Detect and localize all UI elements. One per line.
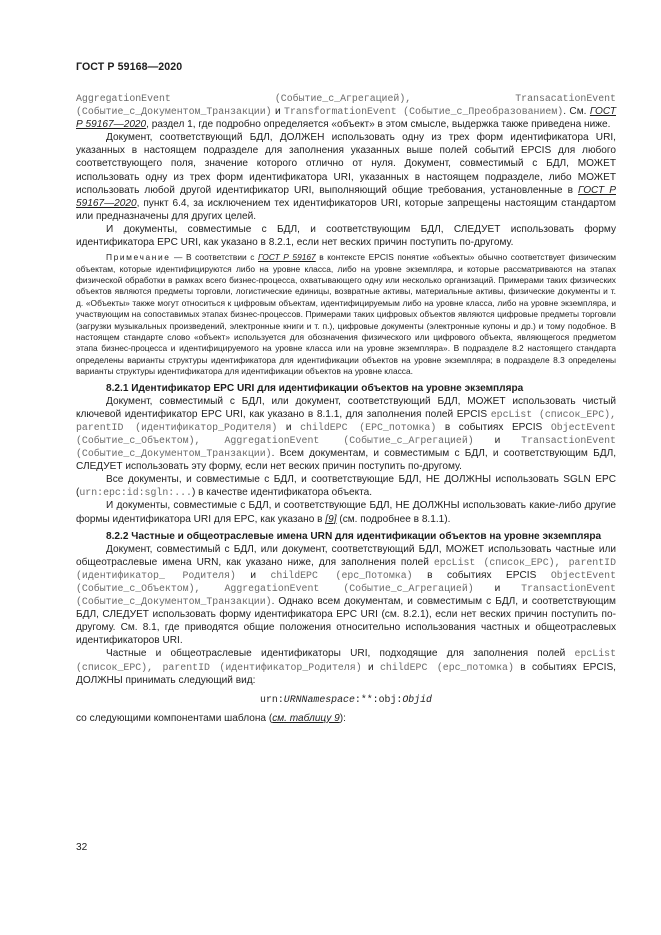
paragraph [76, 543, 616, 648]
code-term: AggregationEvent (Событие_с_Агрегацией), TransacationEvent (Событие_с_Документом_Транзакции) [76, 93, 616, 118]
text-run: и [271, 106, 285, 118]
reference-link[interactable]: ГОСТ Р 59167—2020 [76, 106, 616, 131]
section-heading [76, 382, 616, 395]
reference-link[interactable]: ГОСТ Р 59167—2020 [76, 184, 616, 209]
text-run: ): [339, 712, 346, 724]
paragraph [76, 395, 616, 474]
text-run: , пункт 6.4, за исключением тех идентификаторов URI, которые запрещены настоящим стандартом или предназначены для других целей. [76, 197, 616, 222]
paragraph [76, 223, 616, 249]
text-run: ) в качестве идентификатора объекта. [191, 487, 373, 499]
reference-link[interactable]: [9] [325, 513, 337, 525]
text-run: в контексте EPCIS понятие «объекты» обычно соответствует физическим объектам, которые идентифицируются либо на уровне класса, либо на уровне экземпляра, и которые рассматриваются на этапах физической обработки в рамках всего бизнес-процесса, охватывающего одну или несколько организаций. Примерами таких физических объектов являются предметы торговли, логистические единицы, возвратные активы, материальные активы, физические документы и т. д. «Объекты» также могут относиться к цифровым объектам, идентифицируемым либо на уровне класса, либо на уровне экземпляра, и участвующим на сопоставимых этапах бизнес-процессов. Примерами таких цифровых объектов являются цифровые предметы торговли (загрузки музыкальных произведений, электронные книги и т. п.), цифровые документы (электронные купоны и др.) и тому подобное. В настоящем стандарте слово «объект» используется для обозначения физического или цифрового объекта, являющегося предметом этапа бизнес-процесса и идентифицируемого на уровне класса или на уровне экземпляра». В подразделе 8.2 настоящего стандарта определены варианты структуры идентификатора для идентификации объектов на уровне экземпляра; в подразделе 8.3 определены варианты структуры идентификатора для идентификации объектов на уровне класса. [76, 252, 616, 377]
reference-link[interactable]: см. таблицу 9 [272, 712, 340, 724]
text-run: Документ, соответствующий БДЛ, ДОЛЖЕН использовать одну из трех форм идентификатора URI, указанных в настоящем подразделе для заполнения указанных выше полей событий EPCIS для любого соответствующего поля, значение которого отлично от нуля. Документ, совместимый с БДЛ, МОЖЕТ использовать одну из трех форм идентификатора URI, указанных в настоящем подразделе, либо МОЖЕТ использовать любой другой идентификатор URI, выполняющий общие требования, установленные в [76, 132, 616, 196]
text-run: . Однако всем документам, и совместимым с БДЛ, и соответствующим БДЛ, СЛЕДУЕТ использовать форму идентификатора EPC URI (см. 8.2.1), если нет веских причин поступить по-другому. См. 8.1, где приводятся общие положения относительно использования частных и общеотраслевых идентификаторов URI. [76, 596, 616, 647]
note-paragraph [76, 252, 616, 377]
standard-header: ГОСТ Р 59168—2020 [76, 61, 183, 73]
reference-link[interactable]: ГОСТ Р 59167 [258, 252, 316, 263]
section-heading [76, 530, 616, 543]
code-term: epcList (список_EPC), parentID (идентификатор_ Родителя) [76, 556, 617, 581]
text-run: 8.2.2 Частные и общеотраслевые имена URN для идентификации объектов на уровне экземпляра [106, 530, 602, 542]
code-term: childEPC (epc_Потомка) [270, 569, 413, 581]
code-term: epcList (список_EPC), parentID (идентификатор_Родителя) [76, 408, 616, 433]
text-run: 8.2.1 Идентификатор EPC URI для идентификации объектов на уровне экземпляра [106, 382, 524, 394]
code-term: Objid [402, 693, 432, 705]
code-term: :**:obj: [354, 693, 403, 705]
text-run: Примечание [106, 252, 171, 263]
code-term: ObjectEvent (Событие_с_Объектом), AggregationEvent (Событие_с_Агрегацией) [76, 421, 617, 446]
text-run: и [473, 583, 522, 594]
code-term: TransactionEvent (Событие_с_Документом_Транзакции) [76, 434, 616, 460]
text-run: и [361, 661, 380, 673]
urn-formula [76, 693, 616, 706]
text-run: , раздел 1, где подробно определяется «объект» в этом смысле, выдержка также приведена ниже. [146, 119, 611, 131]
code-term: ObjectEvent (Событие_с_Объектом), AggregationEvent (Событие_с_Агрегацией) [76, 569, 617, 594]
text-run: и [235, 569, 271, 581]
code-term: TransactionEvent (Событие_с_Документом_Транзакции) [76, 583, 616, 608]
paragraph [76, 499, 616, 525]
paragraph [76, 92, 616, 131]
text-run: в событиях EPCIS [412, 569, 551, 581]
paragraph [76, 647, 616, 686]
text-run: (см. подробнее в 8.1.1). [336, 513, 451, 525]
text-run: Частные и общеотраслевые идентификаторы URI, подходящие для заполнения полей [106, 648, 575, 660]
code-term: TransformationEvent (Событие_с_Преобразованием) [284, 106, 564, 118]
code-term: epcList (список_EPC), parentID (идентификатор_Родителя) [76, 648, 616, 673]
page-number: 32 [76, 842, 88, 853]
code-term: childEPC (EPC_потомка) [300, 421, 437, 433]
paragraph [76, 473, 616, 499]
text-run: — В соответствии с [170, 252, 259, 263]
text-run: в событиях EPCIS, ДОЛЖНЫ принимать следующий вид: [76, 661, 616, 686]
code-term: urn: [260, 693, 284, 705]
paragraph [76, 131, 616, 223]
text-run: . См. [563, 106, 590, 118]
code-term: urn:epc:id:sgln:... [79, 487, 192, 499]
paragraph [76, 712, 616, 725]
text-run: и [473, 434, 522, 446]
text-run: Документ, совместимый с БДЛ, или документ, соответствующий БДЛ, МОЖЕТ использовать частные или общеотраслевые имена URN, как указано ниже, для заполнения полей [76, 543, 616, 568]
code-term: childEPC (epc_потомка) [379, 661, 514, 673]
text-run: . Всем документам, и совместимым с БДЛ, и соответствующим БДЛ, СЛЕДУЕТ использовать эту форму, если нет веских причин поступить по-другому. [76, 448, 616, 473]
text-run: И документы, совместимые с БДЛ, и соответствующие БДЛ, НЕ ДОЛЖНЫ использовать какие-либо другие формы идентификатора URI для EPC, как указано в [76, 500, 616, 525]
text-run: Все документы, и совместимые с БДЛ, и соответствующие БДЛ, НЕ ДОЛЖНЫ использовать SGLN EPC ( [76, 474, 616, 499]
code-term: URNNamespace [283, 693, 355, 705]
document-body [76, 92, 616, 725]
text-run: И документы, совместимые с БДЛ, и соответствующим БДЛ, СЛЕДУЕТ использовать форму идентификатора EPC URI, как указано в 8.2.1, если нет веских причин поступить по-другому. [76, 223, 616, 249]
text-run: Документ, совместимый с БДЛ, или документ, соответствующий БДЛ, МОЖЕТ использовать чистый ключевой идентификатор EPC URI, как указано в 8.1.1, для заполнения полей EPCIS [76, 395, 616, 420]
text-run: со следующими компонентами шаблона ( [76, 712, 273, 724]
text-run: и [277, 421, 301, 433]
text-run: в событиях EPCIS [436, 421, 551, 433]
